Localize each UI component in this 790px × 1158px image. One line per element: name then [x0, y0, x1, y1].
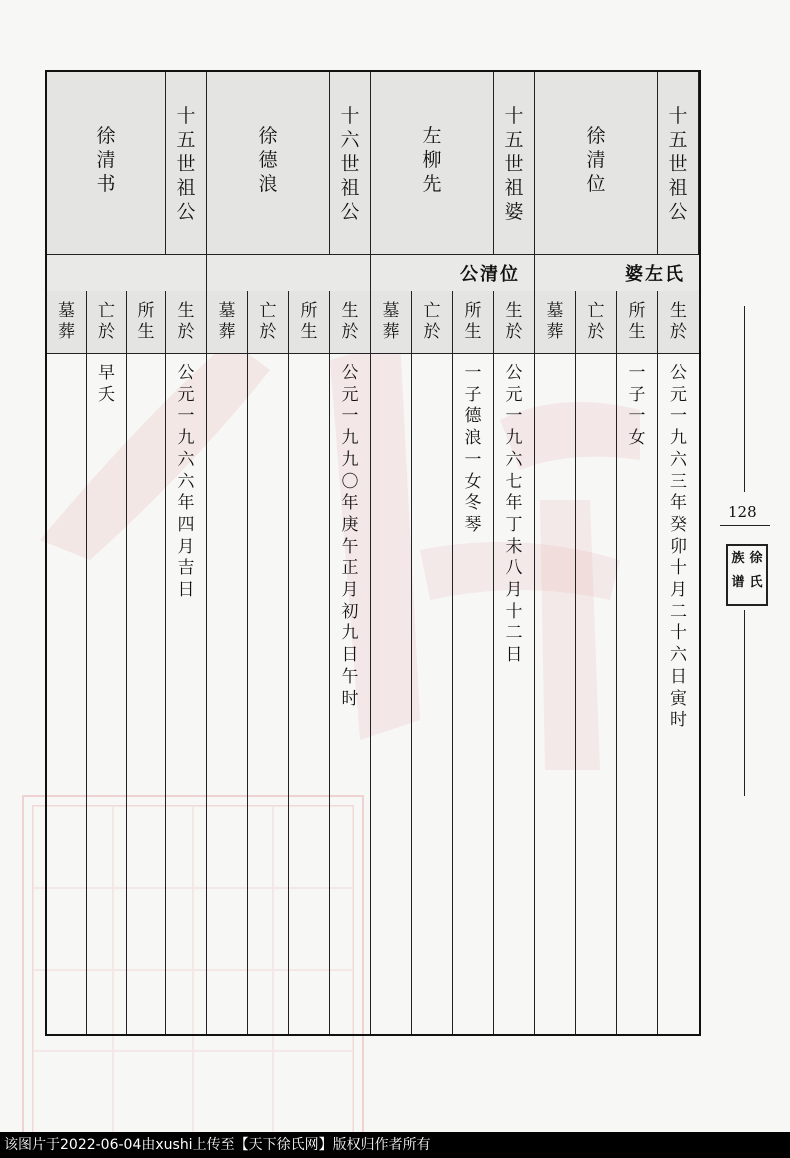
children-value: 一 子 一 女: [628, 363, 646, 449]
born-column: 生 於 公 元 一 九 六 七 年 丁 未 八 月 十 二 日: [494, 291, 535, 1034]
died-column: 亡 於: [248, 291, 289, 1034]
name-cell: 徐 清 位: [535, 72, 658, 254]
book-title-stamp: 徐 氏 族 谱: [726, 544, 768, 606]
born-column: 生 於 公 元 一 九 九 〇 年 庚 午 正 月 初 九 日 午 时: [330, 291, 371, 1034]
born-value: 公 元 一 九 六 七 年 丁 未 八 月 十 二 日: [505, 363, 523, 666]
margin-rule: [720, 525, 770, 526]
children-column: 所 生: [127, 291, 166, 1034]
born-column: 生 於 公 元 一 九 六 三 年 癸 卯 十 月 二 十 六 日 寅 时: [658, 291, 699, 1034]
margin-line: [744, 306, 745, 492]
died-value: 早 夭: [98, 363, 115, 405]
generation-cell: 十 五 世 祖 公: [658, 72, 699, 254]
spouse-row: [47, 254, 699, 292]
generation-cell: 十 五 世 祖 婆: [494, 72, 535, 254]
born-value: 公 元 一 九 九 〇 年 庚 午 正 月 初 九 日 午 时: [341, 363, 359, 709]
spouse-label: [47, 255, 207, 291]
name-cell: 徐 德 浪: [207, 72, 330, 254]
children-column: 所 生: [289, 291, 330, 1034]
name-cell: 徐 清 书: [47, 72, 166, 254]
buried-column: 墓 葬: [207, 291, 248, 1034]
name-cell: 左 柳 先: [371, 72, 494, 254]
page-number: 128: [728, 503, 757, 521]
died-column: 亡 於: [576, 291, 617, 1034]
born-value: 公 元 一 九 六 六 年 四 月 吉 日: [177, 363, 195, 601]
spouse-label: [207, 255, 371, 291]
spouse-label: 婆左氏: [625, 264, 685, 285]
children-value: 一 子 德 浪 一 女 冬 琴: [464, 363, 482, 535]
born-column: 生 於 公 元 一 九 六 六 年 四 月 吉 日: [166, 291, 207, 1034]
buried-column: 墓 葬: [371, 291, 412, 1034]
upload-footer: 该图片于2022-06-04由xushi上传至【天下徐氏网】版权归作者所有: [0, 1132, 790, 1158]
died-column: 亡 於 早 夭: [87, 291, 127, 1034]
children-column: 所 生 一 子 德 浪 一 女 冬 琴: [453, 291, 494, 1034]
generation-cell: 十 六 世 祖 公: [330, 72, 371, 254]
spouse-label: 公清位: [371, 255, 535, 291]
generation-cell: 十 五 世 祖 公: [166, 72, 207, 254]
buried-column: 墓 葬: [535, 291, 576, 1034]
children-column: 所 生 一 子 一 女: [617, 291, 658, 1034]
margin-line: [744, 610, 745, 796]
buried-column: 墓 葬: [47, 291, 87, 1034]
born-value: 公 元 一 九 六 三 年 癸 卯 十 月 二 十 六 日 寅 时: [670, 363, 687, 731]
genealogy-table: [45, 70, 701, 1036]
died-column: 亡 於: [412, 291, 453, 1034]
